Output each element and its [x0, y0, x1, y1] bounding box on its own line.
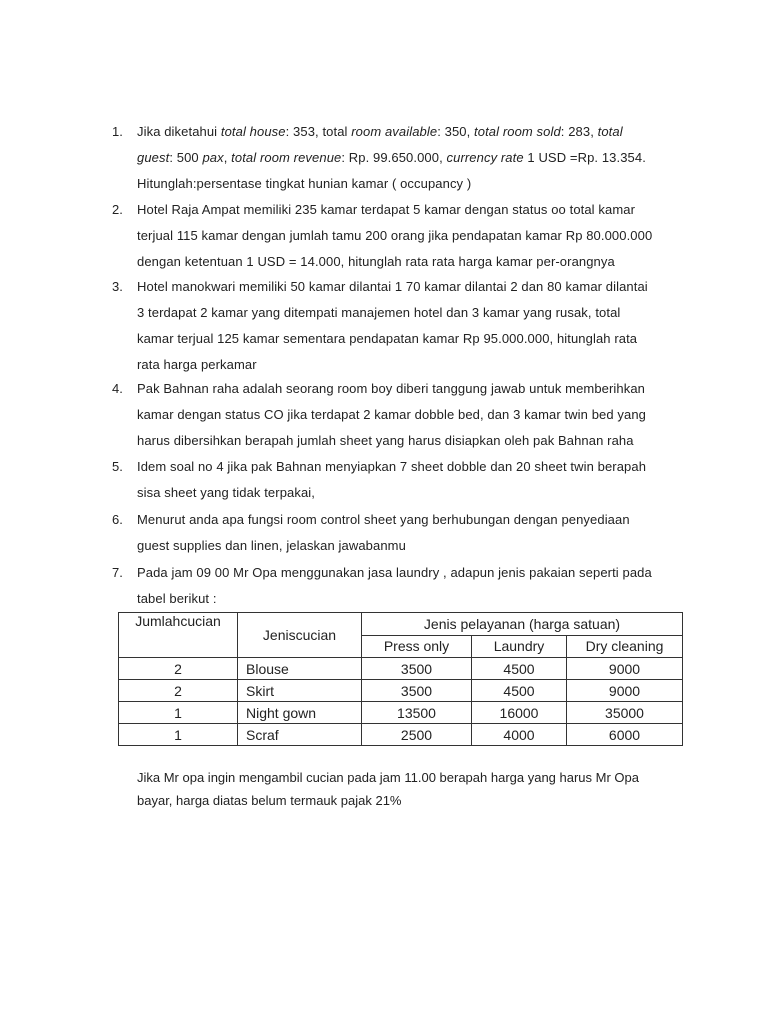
text-segment: harus dibersihkan berapah jumlah sheet yang harus disiapkan oleh pak Bahnan raha	[137, 433, 634, 448]
header-dry: Dry cleaning	[567, 635, 683, 658]
text-segment: Idem soal no 4 jika pak Bahnan menyiapkan 7 sheet dobble dan 20 sheet twin berapah	[137, 459, 647, 474]
question-line	[137, 176, 471, 191]
table-cell: Night gown	[238, 702, 362, 724]
question-line	[137, 279, 648, 294]
header-press: Press only	[362, 635, 472, 658]
table-cell: 4500	[472, 658, 567, 680]
text-segment: Hotel Raja Ampat memiliki 235 kamar terdapat 5 kamar dengan status oo total kamar	[137, 202, 636, 217]
table-cell: 9000	[567, 680, 683, 702]
question-number: 7.	[112, 565, 123, 580]
text-segment: 3 terdapat 2 kamar yang ditempati manajemen hotel dan 3 kamar yang rusak, total	[137, 305, 621, 320]
table-cell: 1	[119, 724, 238, 746]
table-cell: 4500	[472, 680, 567, 702]
text-segment: room available	[351, 124, 438, 139]
text-segment: total house	[220, 124, 286, 139]
text-segment: terjual 115 kamar dengan jumlah tamu 200 orang jika pendapatan kamar Rp 80.000.000	[137, 228, 653, 243]
table-cell: 2	[119, 680, 238, 702]
text-segment: 1 USD =Rp. 13.354.	[523, 150, 646, 165]
question-line	[137, 512, 630, 527]
table-cell: 2	[119, 658, 238, 680]
text-segment: : 500	[169, 150, 203, 165]
table-cell: 2500	[362, 724, 472, 746]
table-cell: 35000	[567, 702, 683, 724]
laundry-price-table	[118, 612, 683, 746]
question-line	[137, 305, 620, 320]
note-line: Jika Mr opa ingin mengambil cucian pada jam 11.00 berapah harga yang harus Mr Opa	[137, 770, 639, 785]
text-segment: ,	[223, 150, 232, 165]
question-line	[137, 459, 646, 474]
table-cell: 1	[119, 702, 238, 724]
question-number: 1.	[112, 124, 123, 139]
question-line	[137, 538, 406, 553]
text-segment: rata harga perkamar	[137, 357, 257, 372]
text-segment: : 350,	[437, 124, 475, 139]
question-line	[137, 124, 623, 139]
question-number: 6.	[112, 512, 123, 527]
text-segment: dengan ketentuan 1 USD = 14.000, hitunglah rata rata harga kamar per-orangnya	[137, 254, 615, 269]
text-segment: Jika diketahui	[137, 124, 221, 139]
text-segment: kamar dengan status CO jika terdapat 2 kamar dobble bed, dan 3 kamar twin bed yang	[137, 407, 646, 422]
text-segment: total room revenue	[231, 150, 342, 165]
table-cell: 6000	[567, 724, 683, 746]
text-segment: total room sold	[474, 124, 561, 139]
text-segment: : Rp. 99.650.000,	[341, 150, 447, 165]
text-segment: currency rate	[446, 150, 524, 165]
question-line	[137, 485, 315, 500]
question-line	[137, 381, 645, 396]
question-number: 3.	[112, 279, 123, 294]
table-row	[119, 702, 683, 724]
question-line	[137, 150, 646, 165]
table-cell: 16000	[472, 702, 567, 724]
table-cell: 13500	[362, 702, 472, 724]
text-segment: : 283,	[560, 124, 598, 139]
table-cell: 4000	[472, 724, 567, 746]
text-segment: total	[597, 124, 623, 139]
question-line	[137, 591, 217, 606]
text-segment: pax	[202, 150, 224, 165]
header-service: Jenis pelayanan (harga satuan)	[362, 613, 683, 636]
question-line	[137, 565, 652, 580]
question-line	[137, 433, 634, 448]
header-qty: Jumlahcucian	[119, 613, 238, 658]
question-line	[137, 407, 646, 422]
question-line	[137, 228, 652, 243]
text-segment: Hotel manokwari memiliki 50 kamar dilantai 1 70 kamar dilantai 2 dan 80 kamar dilantai	[137, 279, 648, 294]
text-segment: : 353, total	[285, 124, 352, 139]
text-segment: Hitunglah:persentase tingkat hunian kamar ( occupancy )	[137, 176, 472, 191]
table-cell: 3500	[362, 680, 472, 702]
table-row	[119, 658, 683, 680]
text-segment: guest	[137, 150, 170, 165]
text-segment: tabel berikut :	[137, 591, 217, 606]
header-laundry: Laundry	[472, 635, 567, 658]
question-number: 5.	[112, 459, 123, 474]
table-cell: 9000	[567, 658, 683, 680]
question-line	[137, 202, 635, 217]
table-cell: 3500	[362, 658, 472, 680]
text-segment: Pada jam 09 00 Mr Opa menggunakan jasa laundry , adapun jenis pakaian seperti pada	[137, 565, 652, 580]
text-segment: guest supplies dan linen, jelaskan jawabanmu	[137, 538, 406, 553]
text-segment: Pak Bahnan raha adalah seorang room boy diberi tanggung jawab untuk memberihkan	[137, 381, 646, 396]
table-cell: Skirt	[238, 680, 362, 702]
table-header-row	[119, 613, 683, 636]
header-type: Jeniscucian	[238, 613, 362, 658]
table-cell: Scraf	[238, 724, 362, 746]
text-segment: sisa sheet yang tidak terpakai,	[137, 485, 315, 500]
text-segment: kamar terjual 125 kamar sementara pendapatan kamar Rp 95.000.000, hitunglah rata	[137, 331, 638, 346]
text-segment: Menurut anda apa fungsi room control sheet yang berhubungan dengan penyediaan	[137, 512, 630, 527]
table-cell: Blouse	[238, 658, 362, 680]
question-line	[137, 254, 615, 269]
note-line: bayar, harga diatas belum termauk pajak 21%	[137, 793, 402, 808]
question-number: 2.	[112, 202, 123, 217]
question-line	[137, 357, 257, 372]
table-row	[119, 724, 683, 746]
table-row	[119, 680, 683, 702]
question-number: 4.	[112, 381, 123, 396]
question-line	[137, 331, 637, 346]
